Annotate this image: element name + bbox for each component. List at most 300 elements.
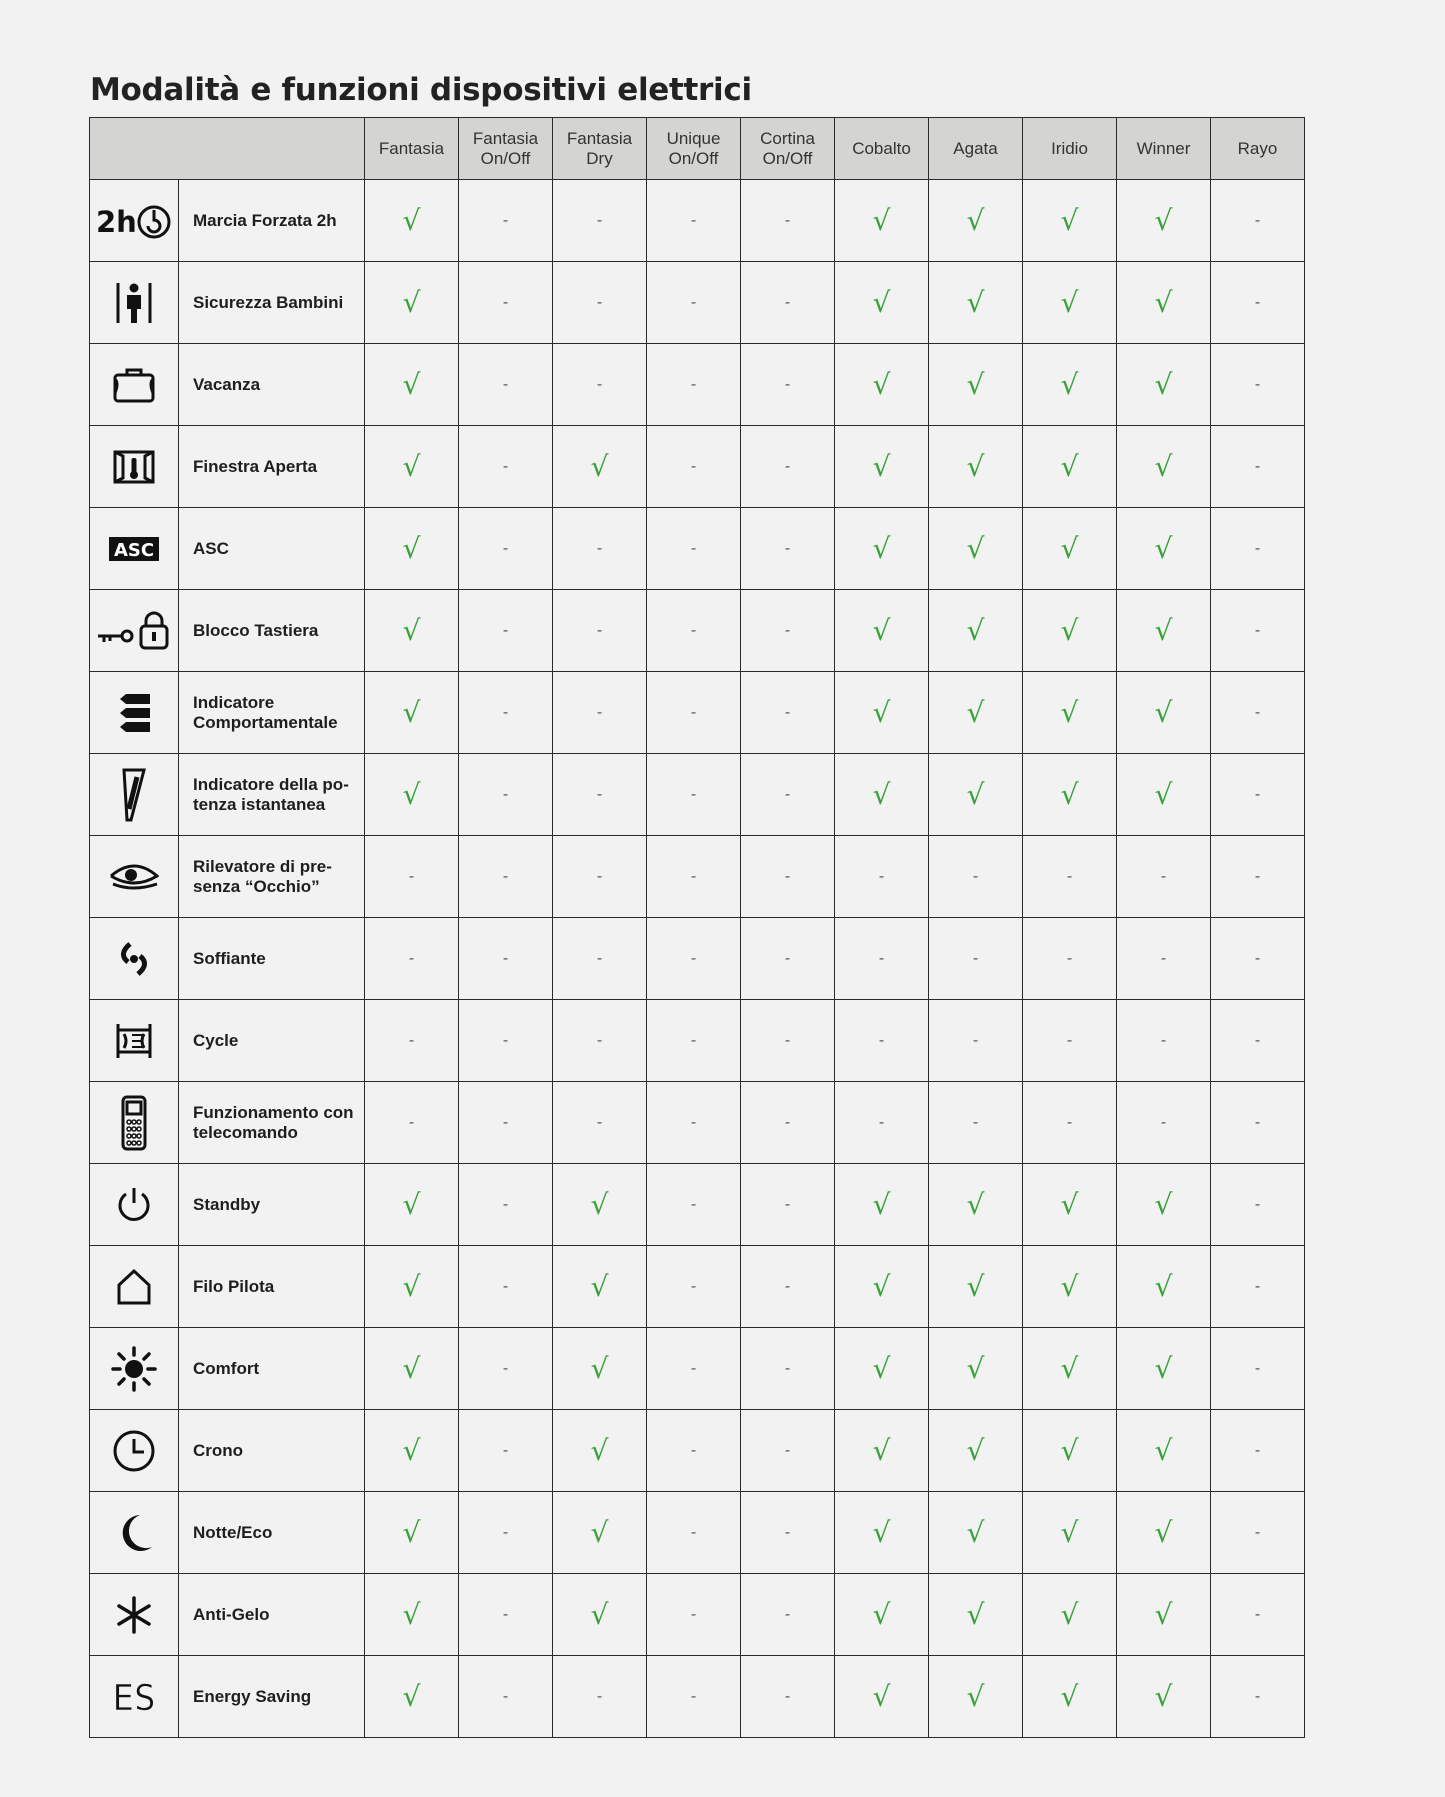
feature-label [179, 508, 365, 590]
check-mark: √ [365, 1574, 459, 1656]
column-header-line: Agata [953, 138, 998, 158]
feature-label [179, 1492, 365, 1574]
feature-label-line: Notte/Eco [193, 1522, 273, 1542]
moon-icon [114, 1512, 154, 1554]
check-mark: √ [929, 1656, 1023, 1738]
feature-label [179, 1328, 365, 1410]
icon-cell [90, 590, 179, 672]
clock-icon [111, 1428, 157, 1474]
check-mark: √ [835, 508, 929, 590]
dash-mark: - [459, 1574, 553, 1656]
check-mark: √ [1117, 1328, 1211, 1410]
dash-mark: - [1211, 1656, 1305, 1738]
column-header-fantasia-dry [553, 118, 647, 180]
check-mark: √ [365, 754, 459, 836]
icon-cell [90, 918, 179, 1000]
icon-cell [90, 1246, 179, 1328]
feature-label [179, 344, 365, 426]
check-mark: √ [835, 344, 929, 426]
dash-mark: - [647, 426, 741, 508]
dash-mark: - [647, 1000, 741, 1082]
feature-label-line: Rilevatore di pre- [193, 856, 332, 876]
feature-label [179, 590, 365, 672]
icon-cell [90, 836, 179, 918]
dash-mark: - [459, 672, 553, 754]
dash-mark: - [741, 590, 835, 672]
dash-mark: - [553, 590, 647, 672]
column-header-line: Winner [1136, 138, 1191, 158]
dash-mark: - [1117, 1000, 1211, 1082]
dash-mark: - [1211, 672, 1305, 754]
dash-mark: - [1023, 1082, 1117, 1164]
dash-mark: - [741, 426, 835, 508]
column-header-line: Fantasia [566, 128, 633, 148]
dash-mark: - [741, 836, 835, 918]
dash-mark: - [1211, 1492, 1305, 1574]
feature-label [179, 1574, 365, 1656]
dash-mark: - [459, 836, 553, 918]
dash-mark: - [741, 1656, 835, 1738]
check-mark: √ [553, 1410, 647, 1492]
open-window-icon [112, 448, 156, 486]
svg-text:ASC: ASC [113, 539, 155, 561]
check-mark: √ [1117, 1492, 1211, 1574]
check-mark: √ [365, 344, 459, 426]
column-header-rayo [1211, 118, 1305, 180]
dash-mark: - [553, 1656, 647, 1738]
check-mark: √ [1117, 1574, 1211, 1656]
dash-mark: - [1023, 836, 1117, 918]
icon-cell [90, 1164, 179, 1246]
snowflake-icon [114, 1595, 154, 1635]
check-mark: √ [1023, 754, 1117, 836]
dash-mark: - [835, 836, 929, 918]
feature-label-line: Anti-Gelo [193, 1604, 270, 1624]
check-mark: √ [365, 1246, 459, 1328]
column-header-line: Rayo [1237, 138, 1278, 158]
dash-mark: - [1211, 1574, 1305, 1656]
dash-mark: - [553, 1082, 647, 1164]
check-mark: √ [1023, 1328, 1117, 1410]
dash-mark: - [553, 344, 647, 426]
dash-mark: - [459, 1082, 553, 1164]
dash-mark: - [553, 672, 647, 754]
dash-mark: - [459, 1000, 553, 1082]
table-row [90, 754, 1305, 836]
dash-mark: - [553, 918, 647, 1000]
dash-mark: - [1117, 918, 1211, 1000]
check-mark: √ [1023, 1574, 1117, 1656]
feature-label [179, 672, 365, 754]
feature-label-line: Blocco Tastiera [193, 620, 319, 640]
column-header-unique-on-off [647, 118, 741, 180]
column-header-cobalto [835, 118, 929, 180]
check-mark: √ [1023, 262, 1117, 344]
column-header-fantasia [365, 118, 459, 180]
dash-mark: - [741, 262, 835, 344]
feature-label-line: tenza istantanea [193, 794, 326, 814]
sun-icon [111, 1346, 157, 1392]
dash-mark: - [647, 672, 741, 754]
check-mark: √ [929, 1574, 1023, 1656]
check-mark: √ [1023, 672, 1117, 754]
icon-cell [90, 1492, 179, 1574]
check-mark: √ [365, 1492, 459, 1574]
dash-mark: - [647, 1574, 741, 1656]
table-row [90, 508, 1305, 590]
check-mark: √ [365, 180, 459, 262]
table-row [90, 590, 1305, 672]
feature-label [179, 836, 365, 918]
dash-mark: - [647, 1492, 741, 1574]
dash-mark: - [741, 1410, 835, 1492]
dash-mark: - [459, 344, 553, 426]
table-row [90, 1492, 1305, 1574]
feature-label [179, 180, 365, 262]
check-mark: √ [365, 672, 459, 754]
column-header-iridio [1023, 118, 1117, 180]
svg-text:2h: 2h [96, 204, 137, 239]
check-mark: √ [929, 426, 1023, 508]
check-mark: √ [929, 1246, 1023, 1328]
check-mark: √ [1117, 426, 1211, 508]
table-body [90, 180, 1305, 1738]
dash-mark: - [741, 1164, 835, 1246]
energy-saving-icon [112, 1677, 156, 1717]
check-mark: √ [929, 1492, 1023, 1574]
check-mark: √ [1023, 1164, 1117, 1246]
check-mark: √ [553, 1574, 647, 1656]
feature-label-line: Finestra Aperta [193, 456, 318, 476]
dash-mark: - [1211, 1164, 1305, 1246]
key-lock-icon [96, 610, 172, 652]
dash-mark: - [1211, 508, 1305, 590]
asc-icon [109, 537, 159, 561]
dash-mark: - [929, 1082, 1023, 1164]
dash-mark: - [553, 1000, 647, 1082]
check-mark: √ [929, 1164, 1023, 1246]
check-mark: √ [365, 590, 459, 672]
dash-mark: - [365, 1082, 459, 1164]
dash-mark: - [647, 1410, 741, 1492]
dash-mark: - [459, 1492, 553, 1574]
dash-mark: - [647, 1656, 741, 1738]
icon-cell [90, 426, 179, 508]
column-header-line: Fantasia [378, 138, 445, 158]
check-mark: √ [1117, 590, 1211, 672]
check-mark: √ [929, 344, 1023, 426]
dash-mark: - [1211, 1328, 1305, 1410]
icon-cell [90, 1656, 179, 1738]
feature-label-line: Indicatore della po- [193, 774, 349, 794]
check-mark: √ [929, 180, 1023, 262]
check-mark: √ [365, 1656, 459, 1738]
check-mark: √ [835, 1164, 929, 1246]
dash-mark: - [741, 1082, 835, 1164]
feature-label [179, 426, 365, 508]
icon-cell [90, 1328, 179, 1410]
table-row [90, 1328, 1305, 1410]
feature-label [179, 1656, 365, 1738]
table-row [90, 1082, 1305, 1164]
icon-cell [90, 344, 179, 426]
feature-label-line: Energy Saving [193, 1686, 312, 1706]
icon-cell [90, 672, 179, 754]
feature-label-line: Comportamentale [193, 712, 338, 732]
dash-mark: - [553, 180, 647, 262]
table-row [90, 1410, 1305, 1492]
icon-cell [90, 1410, 179, 1492]
dash-mark: - [647, 1082, 741, 1164]
check-mark: √ [1023, 1656, 1117, 1738]
dash-mark: - [741, 344, 835, 426]
behavior-indicator-icon [116, 691, 152, 735]
check-mark: √ [1117, 1656, 1211, 1738]
icon-cell [90, 1082, 179, 1164]
dash-mark: - [647, 1328, 741, 1410]
dash-mark: - [647, 836, 741, 918]
dash-mark: - [365, 1000, 459, 1082]
check-mark: √ [1117, 262, 1211, 344]
dash-mark: - [1211, 1082, 1305, 1164]
check-mark: √ [835, 1246, 929, 1328]
check-mark: √ [835, 426, 929, 508]
check-mark: √ [835, 672, 929, 754]
dash-mark: - [741, 1000, 835, 1082]
check-mark: √ [1117, 1164, 1211, 1246]
check-mark: √ [365, 508, 459, 590]
check-mark: √ [835, 590, 929, 672]
dash-mark: - [1211, 754, 1305, 836]
table-header-row [90, 118, 1305, 180]
column-header-cortina-on-off [741, 118, 835, 180]
dash-mark: - [929, 836, 1023, 918]
column-header-line: Dry [586, 148, 613, 168]
dash-mark: - [929, 918, 1023, 1000]
dash-mark: - [741, 754, 835, 836]
suitcase-icon [112, 366, 156, 404]
power-icon [114, 1185, 154, 1225]
dash-mark: - [647, 1246, 741, 1328]
check-mark: √ [1117, 1246, 1211, 1328]
feature-label [179, 262, 365, 344]
check-mark: √ [1117, 508, 1211, 590]
dash-mark: - [459, 508, 553, 590]
check-mark: √ [929, 672, 1023, 754]
feature-label-line: Crono [193, 1440, 244, 1460]
power-meter-icon [121, 767, 147, 823]
check-mark: √ [365, 426, 459, 508]
dash-mark: - [1211, 1246, 1305, 1328]
table-row [90, 1000, 1305, 1082]
check-mark: √ [553, 1492, 647, 1574]
dash-mark: - [741, 1246, 835, 1328]
feature-label [179, 1164, 365, 1246]
feature-label-line: Filo Pilota [193, 1276, 275, 1296]
dash-mark: - [741, 1328, 835, 1410]
dash-mark: - [1211, 836, 1305, 918]
check-mark: √ [553, 426, 647, 508]
dash-mark: - [365, 836, 459, 918]
icon-cell [90, 1000, 179, 1082]
dash-mark: - [1211, 344, 1305, 426]
column-header-agata [929, 118, 1023, 180]
dash-mark: - [459, 180, 553, 262]
check-mark: √ [929, 1328, 1023, 1410]
check-mark: √ [365, 1164, 459, 1246]
feature-label-line: Funzionamento con [193, 1102, 354, 1122]
column-header-line: Fantasia [472, 128, 539, 148]
check-mark: √ [365, 1328, 459, 1410]
dash-mark: - [835, 918, 929, 1000]
dash-mark: - [553, 836, 647, 918]
icon-cell [90, 754, 179, 836]
dash-mark: - [741, 918, 835, 1000]
dash-mark: - [1211, 426, 1305, 508]
check-mark: √ [835, 1656, 929, 1738]
dash-mark: - [1211, 1410, 1305, 1492]
header-blank-cell [90, 118, 365, 180]
icon-cell [90, 1574, 179, 1656]
column-header-line: Cobalto [852, 138, 911, 158]
table-row [90, 1246, 1305, 1328]
feature-label-line: telecomando [193, 1122, 298, 1142]
feature-label-line: Cycle [193, 1030, 239, 1050]
dash-mark: - [647, 508, 741, 590]
check-mark: √ [835, 1574, 929, 1656]
dash-mark: - [1211, 1000, 1305, 1082]
check-mark: √ [1023, 344, 1117, 426]
dash-mark: - [647, 1164, 741, 1246]
check-mark: √ [929, 262, 1023, 344]
dash-mark: - [741, 1492, 835, 1574]
table-row [90, 180, 1305, 262]
dash-mark: - [459, 262, 553, 344]
check-mark: √ [553, 1164, 647, 1246]
dash-mark: - [1117, 1082, 1211, 1164]
table-row [90, 836, 1305, 918]
feature-label-line: Vacanza [193, 374, 261, 394]
feature-label-line: senza “Occhio” [193, 876, 320, 896]
dash-mark: - [553, 508, 647, 590]
column-header-line: Iridio [1051, 138, 1088, 158]
dash-mark: - [741, 180, 835, 262]
check-mark: √ [929, 754, 1023, 836]
remote-control-icon [120, 1095, 148, 1151]
icon-cell [90, 262, 179, 344]
dash-mark: - [365, 918, 459, 1000]
dash-mark: - [459, 1246, 553, 1328]
check-mark: √ [835, 180, 929, 262]
house-icon [114, 1267, 154, 1307]
dash-mark: - [741, 508, 835, 590]
check-mark: √ [1117, 672, 1211, 754]
child-lock-icon [114, 280, 154, 326]
feature-label [179, 1082, 365, 1164]
table-row [90, 344, 1305, 426]
table-row [90, 262, 1305, 344]
dash-mark: - [1023, 918, 1117, 1000]
feature-label [179, 1246, 365, 1328]
table-row [90, 1656, 1305, 1738]
table-row [90, 1164, 1305, 1246]
dash-mark: - [553, 754, 647, 836]
feature-label-line: Standby [193, 1194, 261, 1214]
dash-mark: - [1211, 262, 1305, 344]
cycle-icon [114, 1022, 154, 1060]
feature-label [179, 1000, 365, 1082]
feature-label [179, 918, 365, 1000]
check-mark: √ [1117, 1410, 1211, 1492]
check-mark: √ [553, 1246, 647, 1328]
table-row [90, 426, 1305, 508]
dash-mark: - [741, 1574, 835, 1656]
dash-mark: - [1211, 918, 1305, 1000]
table-row [90, 1574, 1305, 1656]
column-header-line: On/Off [668, 148, 719, 168]
check-mark: √ [1023, 1246, 1117, 1328]
check-mark: √ [835, 1328, 929, 1410]
fan-icon [117, 940, 151, 978]
column-header-line: Unique [666, 128, 721, 148]
feature-label-line: ASC [193, 538, 229, 558]
check-mark: √ [1023, 1492, 1117, 1574]
check-mark: √ [553, 1328, 647, 1410]
svg-text:ES: ES [112, 1677, 156, 1717]
check-mark: √ [1117, 180, 1211, 262]
dash-mark: - [647, 590, 741, 672]
column-header-fantasia-on-off [459, 118, 553, 180]
dash-mark: - [647, 262, 741, 344]
check-mark: √ [1023, 1410, 1117, 1492]
feature-label [179, 1410, 365, 1492]
dash-mark: - [459, 754, 553, 836]
column-header-line: On/Off [762, 148, 813, 168]
table-row [90, 672, 1305, 754]
dash-mark: - [741, 672, 835, 754]
dash-mark: - [647, 180, 741, 262]
dash-mark: - [459, 426, 553, 508]
feature-table [89, 117, 1305, 1738]
dash-mark: - [459, 918, 553, 1000]
eye-icon [109, 862, 159, 892]
dash-mark: - [459, 1656, 553, 1738]
dash-mark: - [1117, 836, 1211, 918]
dash-mark: - [647, 918, 741, 1000]
forced-run-2h-icon [96, 201, 172, 241]
column-header-line: Cortina [760, 128, 815, 148]
icon-cell [90, 508, 179, 590]
table-row [90, 918, 1305, 1000]
dash-mark: - [459, 590, 553, 672]
check-mark: √ [365, 1410, 459, 1492]
dash-mark: - [1211, 590, 1305, 672]
check-mark: √ [835, 1410, 929, 1492]
check-mark: √ [929, 1410, 1023, 1492]
page-title: Modalità e funzioni dispositivi elettrici [90, 72, 752, 108]
check-mark: √ [1023, 508, 1117, 590]
feature-label-line: Marcia Forzata 2h [193, 210, 337, 230]
check-mark: √ [835, 754, 929, 836]
column-header-line: On/Off [480, 148, 531, 168]
feature-label-line: Soffiante [193, 948, 266, 968]
dash-mark: - [835, 1000, 929, 1082]
check-mark: √ [929, 590, 1023, 672]
dash-mark: - [929, 1000, 1023, 1082]
dash-mark: - [1023, 1000, 1117, 1082]
dash-mark: - [647, 754, 741, 836]
check-mark: √ [1023, 180, 1117, 262]
